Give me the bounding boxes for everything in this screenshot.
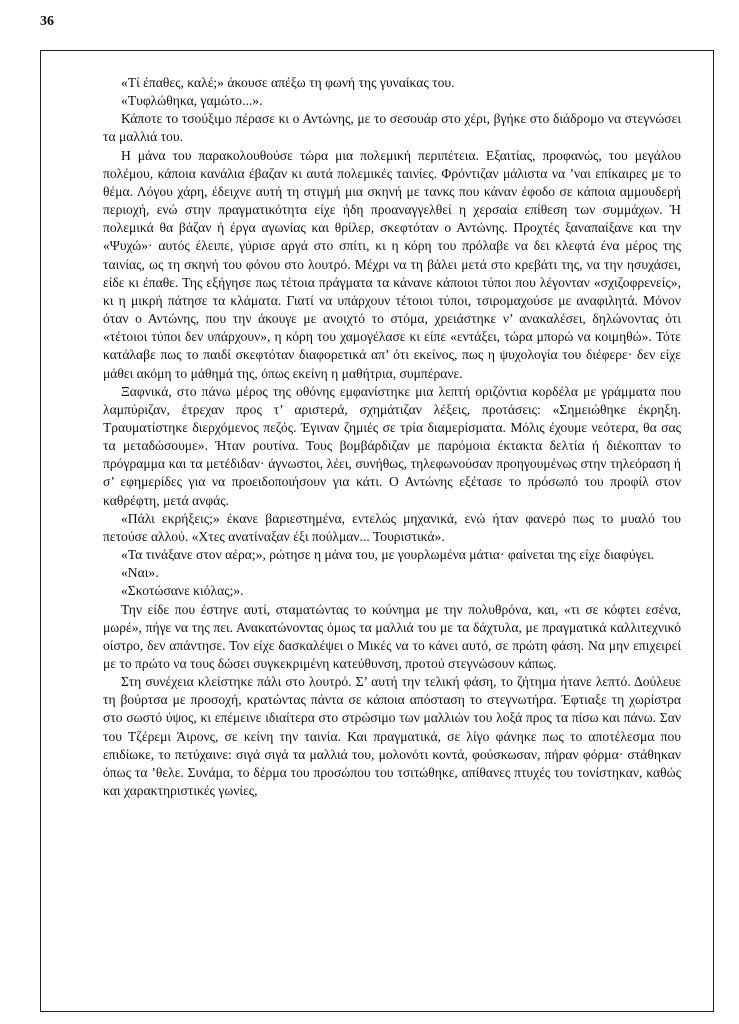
paragraph: «Σκοτώσανε κιόλας;». [121, 583, 244, 599]
page-number: 36 [40, 14, 54, 29]
paragraph: «Τί έπαθες, καλέ;» άκουσε απέξω τη φωνή της γυναίκας του. [121, 75, 455, 90]
paragraph: «Τα τινάξανε στον αέρα;», ρώτησε η μάνα του, με γουρλωμένα μάτια· φαίνεται της είχε διαφύγει. [121, 547, 655, 563]
paragraph: «Τυφλώθηκα, γαμώτο...». [121, 93, 263, 109]
paragraph: Ξαφνικά, στο πάνω μέρος της οθόνης εμφανίστηκε μια λεπτή οριζόντια κορδέλα με γράμματα που λαμπύριζαν, έτρεχαν προς τ’ αριστερά, σχημάτιζαν λέξεις, προτάσεις: «Σημειώθηκε έκρηξη. Τραυματίστηκε διερχόμενος πεζός. Έγιναν ζημιές σε τρία διαμερίσματα. Μόλις έχουμε νεότερα, θα σας τα μεταδώσουμε». Ήταν ρουτίνα. Τους βομβάρδιζαν με παρόμοια έκτακτα δελτία ή διέκοπταν το πρόγραμμα και τα μετέδιδαν· άγνωστοι, λέει, συνήθως, τηλεφωνούσαν προηγουμένως στην τηλεόραση ή σ’ εφημερίδες για να προειδοποιήσουν για κάτι. Ο Αντώνης εξέτασε το πρόσωπό του προφίλ στον καθρέφτη, μετά ανφάς. [103, 383, 681, 508]
paragraph: Κάποτε το τσούξιμο πέρασε κι ο Αντώνης, με το σεσουάρ στο χέρι, βγήκε στο διάδρομο να στεγνώσει τα μαλλιά του. [103, 111, 681, 145]
body-text [103, 74, 681, 800]
paragraph: Η μάνα του παρακολουθούσε τώρα μια πολεμική περιπέτεια. Εξαιτίας, προφανώς, του μεγάλου πολέμου, κάποια κανάλια έβαζαν κι αυτά πολεμικές ταινίες. Φρόντιζαν μάλιστα να ’ναι επίκαιρες με το θέμα. Λόγου χάρη, έδειχνε αυτή τη στιγμή μια σκηνή με τανκς που κάναν έφοδο σε κάποια αμμουδερή περιοχή, ενώ στην πραγματικότητα είχε ήδη προαναγγελθεί η χερσαία επίθεση των συμμάχων. Ή πολεμικά θα βάζαν ή έργα αγωνίας και θρίλερ, σκεφτόταν ο Αντώνης. Προχτές ξαναπαίξανε και την «Ψυχώ»· αυτός έλειπε, γύρισε αργά στο σπίτι, κι η κόρη του πρόλαβε να δει κλεφτά ένα μέρος της ταινίας, ως τη σκηνή του φόνου στο λουτρό. Μέχρι να τη βάλει μετά στο κρεβάτι της, να την ησυχάσει, είδε κι έπαθε. Της εξήγησε πως τέτοια πράγματα τα κάνανε κάποιοι τύποι που λέγονταν «σχιζοφρενείς», κι η μικρή πάτησε τα κλάματα. Γιατί να υπάρχουν τέτοιοι τύποι, τσιρομαχούσε με αναφιλητά. Μόνον όταν ο Αντώνης, που την άκουγε με ανοιχτό το στόμα, χρειάστηκε ν’ ανακαλέσει, δηλώνοντας ότι «τέτοιοι τύποι δεν υπάρχουν», η κόρη του χαμογέλασε κι είπε «εντάξει, τώρα μπορώ να κοιμηθώ». Τότε κατάλαβε πως το παιδί σκεφτόταν διαφορετικά απ’ ότι εκείνος, πως η ψυχολογία του διέφερε· δεν είχε μάθει ακόμη το μάθημά της, όπως εκείνη η μαθήτρια, συμπέρανε. [103, 147, 681, 381]
paragraph: «Πάλι εκρήξεις;» έκανε βαριεστημένα, εντελώς μηχανικά, ενώ ήταν φανερό πως το μυαλό του πετούσε αλλού. «Χτες ανατίναξαν έξι πούλμαν... Τουριστικά». [103, 510, 681, 544]
paragraph: «Ναι». [121, 565, 159, 581]
paragraph: Την είδε που έστηνε αυτί, σταματώντας το κούνημα με την πολυθρόνα, και, «τι σε κόφτει εσένα, μωρέ», πήγε να της πει. Ανακατώνοντας όμως τα μαλλιά του με τα δάχτυλα, με πραγματικά καλλιτεχνικό οίστρο, δεν απάντησε. Τον είχε δασκαλέψει ο Μικές να το κάνει αυτό, σε πρώτη φάση. Να μην επιχειρεί με το πρώτο να τους δώσει συγκεκριμένη κατεύθυνση, προτού στεγνώσουν κάπως. [103, 601, 681, 671]
paragraph: Στη συνέχεια κλείστηκε πάλι στο λουτρό. Σ’ αυτή την τελική φάση, το ζήτημα ήτανε λεπτό. Δούλευε τη βούρτσα με προσοχή, κρατώντας πάντα σε κάποια απόσταση το στεγνωτήρα. Έφτιαξε τη χωρίστρα στο σωστό ύψος, κι επέμεινε ιδιαίτερα στο στρώσιμο των μαλλιών του λοξά προς τα πίσω και πάνω. Σαν του Τζέρεμι Άιρονς, σε κείνη την ταινία. Και πραγματικά, σε λίγο φάνηκε πως το αποτέλεσμα που επιδίωκε, το πετύχαινε: σιγά σιγά τα μαλλιά του, μολονότι κοντά, φούσκωσαν, πήραν φόρμα· στάθηκαν όπως τα ’θελε. Συνάμα, το δέρμα του προσώπου του τσιτώθηκε, απίθανες πτυχές του τονίστηκαν, καθώς και χαρακτηριστικές γωνίες, [103, 674, 681, 799]
